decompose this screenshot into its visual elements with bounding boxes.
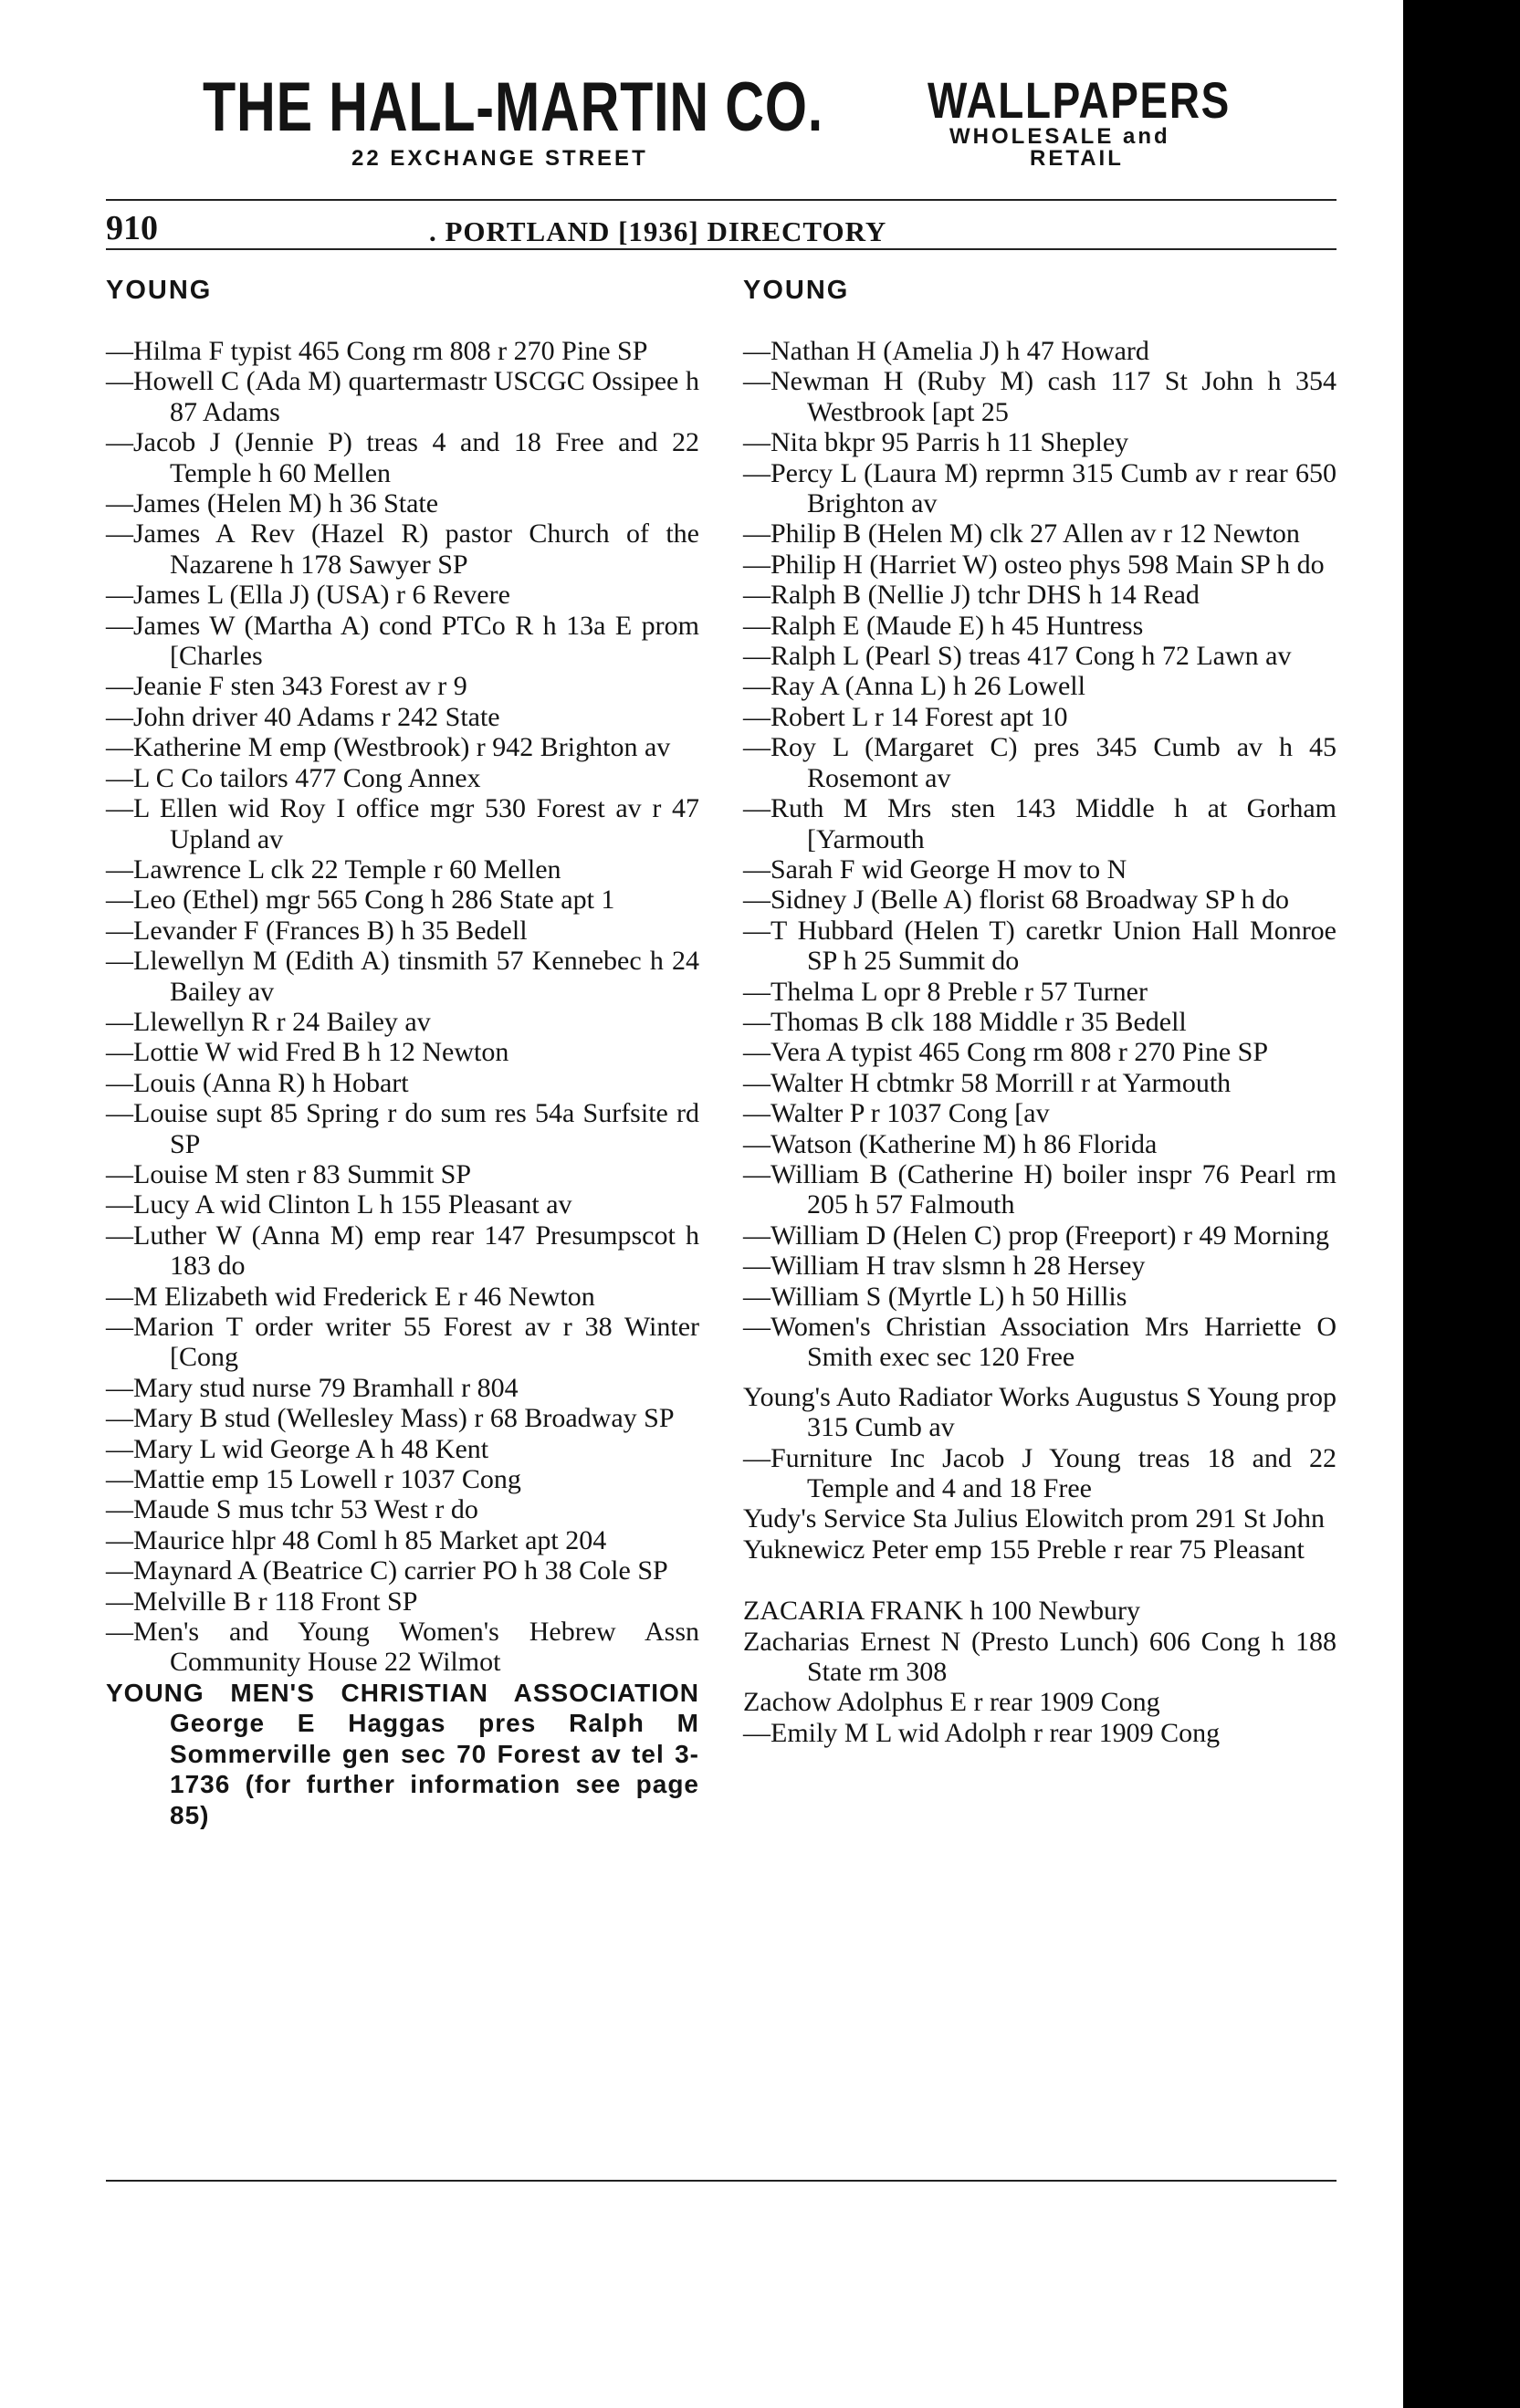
right-entry-list-young-businesses	[743, 1382, 1337, 1565]
directory-entry: Yuknewicz Peter emp 155 Preble r rear 75 Pleasant	[743, 1534, 1305, 1565]
directory-entry: —Newman H (Ruby M) cash 117 St John h 354 Westbrook [apt 25	[743, 366, 1337, 427]
header-rule-bottom	[106, 248, 1337, 250]
directory-entry: —Nita bkpr 95 Parris h 11 Shepley	[743, 427, 1129, 458]
directory-entry: —Maude S mus tchr 53 West r do	[106, 1494, 478, 1525]
directory-entry: —William S (Myrtle L) h 50 Hillis	[743, 1281, 1127, 1312]
right-entry-list	[743, 336, 1337, 1373]
right-column	[743, 272, 1337, 1748]
directory-entry: —T Hubbard (Helen T) caretkr Union Hall Monroe SP h 25 Summit do	[743, 915, 1337, 977]
directory-entry: —James L (Ella J) (USA) r 6 Revere	[106, 580, 510, 611]
directory-entry: —Nathan H (Amelia J) h 47 Howard	[743, 336, 1149, 366]
directory-entry: —Sidney J (Belle A) florist 68 Broadway SP h do	[743, 885, 1290, 916]
directory-entry: Yudy's Service Sta Julius Elowitch prom 291 St John	[743, 1503, 1326, 1534]
running-head: . PORTLAND [1936] DIRECTORY	[429, 215, 887, 247]
directory-entry: —Furniture Inc Jacob J Young treas 18 and 22 Temple and 4 and 18 Free	[743, 1442, 1337, 1504]
directory-entry: —Thelma L opr 8 Preble r 57 Turner	[743, 976, 1148, 1007]
directory-entry: —Walter P r 1037 Cong [av	[743, 1098, 1050, 1129]
directory-entry: —Percy L (Laura M) reprmn 315 Cumb av r rear 650 Brighton av	[743, 457, 1337, 519]
left-entry-list	[106, 336, 699, 1678]
directory-entry: —Ruth M Mrs sten 143 Middle h at Gorham [Yarmouth	[743, 793, 1337, 854]
directory-entry: —Lottie W wid Fred B h 12 Newton	[106, 1037, 509, 1068]
directory-entry: —Levander F (Frances B) h 35 Bedell	[106, 915, 528, 946]
directory-entry: —Ray A (Anna L) h 26 Lowell	[743, 671, 1085, 702]
directory-entry: —Leo (Ethel) mgr 565 Cong h 286 State apt 1	[106, 885, 615, 916]
directory-entry: —M Elizabeth wid Frederick E r 46 Newton	[106, 1281, 595, 1312]
directory-entry: —Philip H (Harriet W) osteo phys 598 Main SP h do	[743, 549, 1325, 580]
directory-entry: —Watson (Katherine M) h 86 Florida	[743, 1128, 1158, 1159]
directory-entry: —William D (Helen C) prop (Freeport) r 49 Morning	[743, 1220, 1329, 1251]
directory-entry: —William H trav slsmn h 28 Hersey	[743, 1251, 1146, 1282]
directory-entry: —Mary L wid George A h 48 Kent	[106, 1433, 489, 1464]
directory-entry: —Lawrence L clk 22 Temple r 60 Mellen	[106, 853, 561, 885]
directory-entry: —Vera A typist 465 Cong rm 808 r 270 Pine SP	[743, 1037, 1269, 1068]
directory-entry: —Marion T order writer 55 Forest av r 38 Winter [Cong	[106, 1312, 699, 1373]
directory-entry: —Roy L (Margaret C) pres 345 Cumb av h 45 Rosemont av	[743, 732, 1337, 793]
directory-entry: —L Ellen wid Roy I office mgr 530 Forest av r 47 Upland av	[106, 793, 699, 854]
right-entry-list-z-names	[743, 1596, 1337, 1748]
directory-entry: —Philip B (Helen M) clk 27 Allen av r 12 Newton	[743, 518, 1300, 550]
directory-entry: —Louis (Anna R) h Hobart	[106, 1067, 409, 1098]
directory-entry: —Jeanie F sten 343 Forest av r 9	[106, 671, 467, 702]
directory-entry: —Mary stud nurse 79 Bramhall r 804	[106, 1372, 519, 1403]
directory-entry: —Ralph E (Maude E) h 45 Huntress	[743, 610, 1144, 641]
header-address: 22 EXCHANGE STREET	[351, 146, 648, 171]
directory-entry: —Louise supt 85 Spring r do sum res 54a Surfsite rd SP	[106, 1098, 699, 1159]
directory-entry: —John driver 40 Adams r 242 State	[106, 701, 500, 732]
directory-entry: —L C Co tailors 477 Cong Annex	[106, 762, 481, 793]
directory-entry: —William B (Catherine H) boiler inspr 76 Pearl rm 205 h 57 Falmouth	[743, 1158, 1337, 1220]
directory-entry: —Maynard A (Beatrice C) carrier PO h 38 Cole SP	[106, 1555, 668, 1586]
directory-entry: —Lucy A wid Clinton L h 155 Pleasant av	[106, 1189, 572, 1220]
directory-entry: —Sarah F wid George H mov to N	[743, 853, 1127, 885]
directory-entry: ZACARIA FRANK h 100 Newbury	[743, 1596, 1140, 1627]
directory-entry: —Katherine M emp (Westbrook) r 942 Brighton av	[106, 732, 671, 763]
directory-entry: —Ralph B (Nellie J) tchr DHS h 14 Read	[743, 580, 1200, 611]
left-column-heading: YOUNG	[106, 276, 213, 305]
header-wallpapers: WALLPAPERS	[928, 71, 1231, 129]
directory-entry: —Jacob J (Jennie P) treas 4 and 18 Free and 22 Temple h 60 Mellen	[106, 427, 699, 488]
directory-entry: —Llewellyn R r 24 Bailey av	[106, 1006, 431, 1037]
directory-entry: —Emily M L wid Adolph r rear 1909 Cong	[743, 1717, 1221, 1748]
directory-entry: Young's Auto Radiator Works Augustus S Young prop 315 Cumb av	[743, 1381, 1337, 1443]
directory-entry: —Women's Christian Association Mrs Harriette O Smith exec sec 120 Free	[743, 1312, 1337, 1373]
page-number: 910	[106, 209, 158, 247]
directory-entry: —Melville B r 118 Front SP	[106, 1586, 418, 1617]
left-column	[106, 272, 699, 1830]
directory-entry: —Walter H cbtmkr 58 Morrill r at Yarmouth	[743, 1067, 1232, 1098]
directory-entry: —James W (Martha A) cond PTCo R h 13a E prom [Charles	[106, 610, 699, 672]
directory-entry: —Howell C (Ada M) quartermastr USCGC Ossipee h 87 Adams	[106, 366, 699, 427]
directory-entry: —Llewellyn M (Edith A) tinsmith 57 Kennebec h 24 Bailey av	[106, 946, 699, 1007]
header-retail: RETAIL	[1030, 146, 1124, 171]
header-rule-top	[106, 199, 1337, 201]
directory-entry: —Men's and Young Women's Hebrew Assn Community House 22 Wilmot	[106, 1617, 699, 1678]
right-column-heading: YOUNG	[743, 276, 850, 305]
directory-entry: Zachow Adolphus E r rear 1909 Cong	[743, 1687, 1160, 1718]
ymca-entry: YOUNG MEN'S CHRISTIAN ASSOCIATION George E Haggas pres Ralph M Sommerville gen sec 70 Forest av tel 3-1736 (for further information see page 85)	[106, 1678, 699, 1829]
directory-entry: —James A Rev (Hazel R) pastor Church of the Nazarene h 178 Sawyer SP	[106, 518, 699, 580]
scan-black-margin	[1403, 0, 1520, 2408]
directory-entry: —Louise M sten r 83 Summit SP	[106, 1158, 472, 1189]
header-company-name: THE HALL-MARTIN CO.	[203, 68, 823, 146]
directory-entry: —James (Helen M) h 36 State	[106, 488, 439, 519]
directory-entry: —Mary B stud (Wellesley Mass) r 68 Broadway SP	[106, 1403, 675, 1434]
header-wholesale: WHOLESALE and	[949, 124, 1170, 149]
directory-entry: —Luther W (Anna M) emp rear 147 Presumpscot h 183 do	[106, 1220, 699, 1282]
directory-entry: —Robert L r 14 Forest apt 10	[743, 701, 1068, 732]
directory-entry: —Mattie emp 15 Lowell r 1037 Cong	[106, 1464, 521, 1495]
directory-entry: —Hilma F typist 465 Cong rm 808 r 270 Pine SP	[106, 336, 648, 366]
footer-rule	[106, 2180, 1337, 2182]
directory-entry: —Thomas B clk 188 Middle r 35 Bedell	[743, 1006, 1187, 1037]
directory-entry: Zacharias Ernest N (Presto Lunch) 606 Cong h 188 State rm 308	[743, 1626, 1337, 1688]
directory-entry: —Ralph L (Pearl S) treas 417 Cong h 72 Lawn av	[743, 641, 1292, 672]
directory-entry: —Maurice hlpr 48 Coml h 85 Market apt 204	[106, 1524, 607, 1555]
